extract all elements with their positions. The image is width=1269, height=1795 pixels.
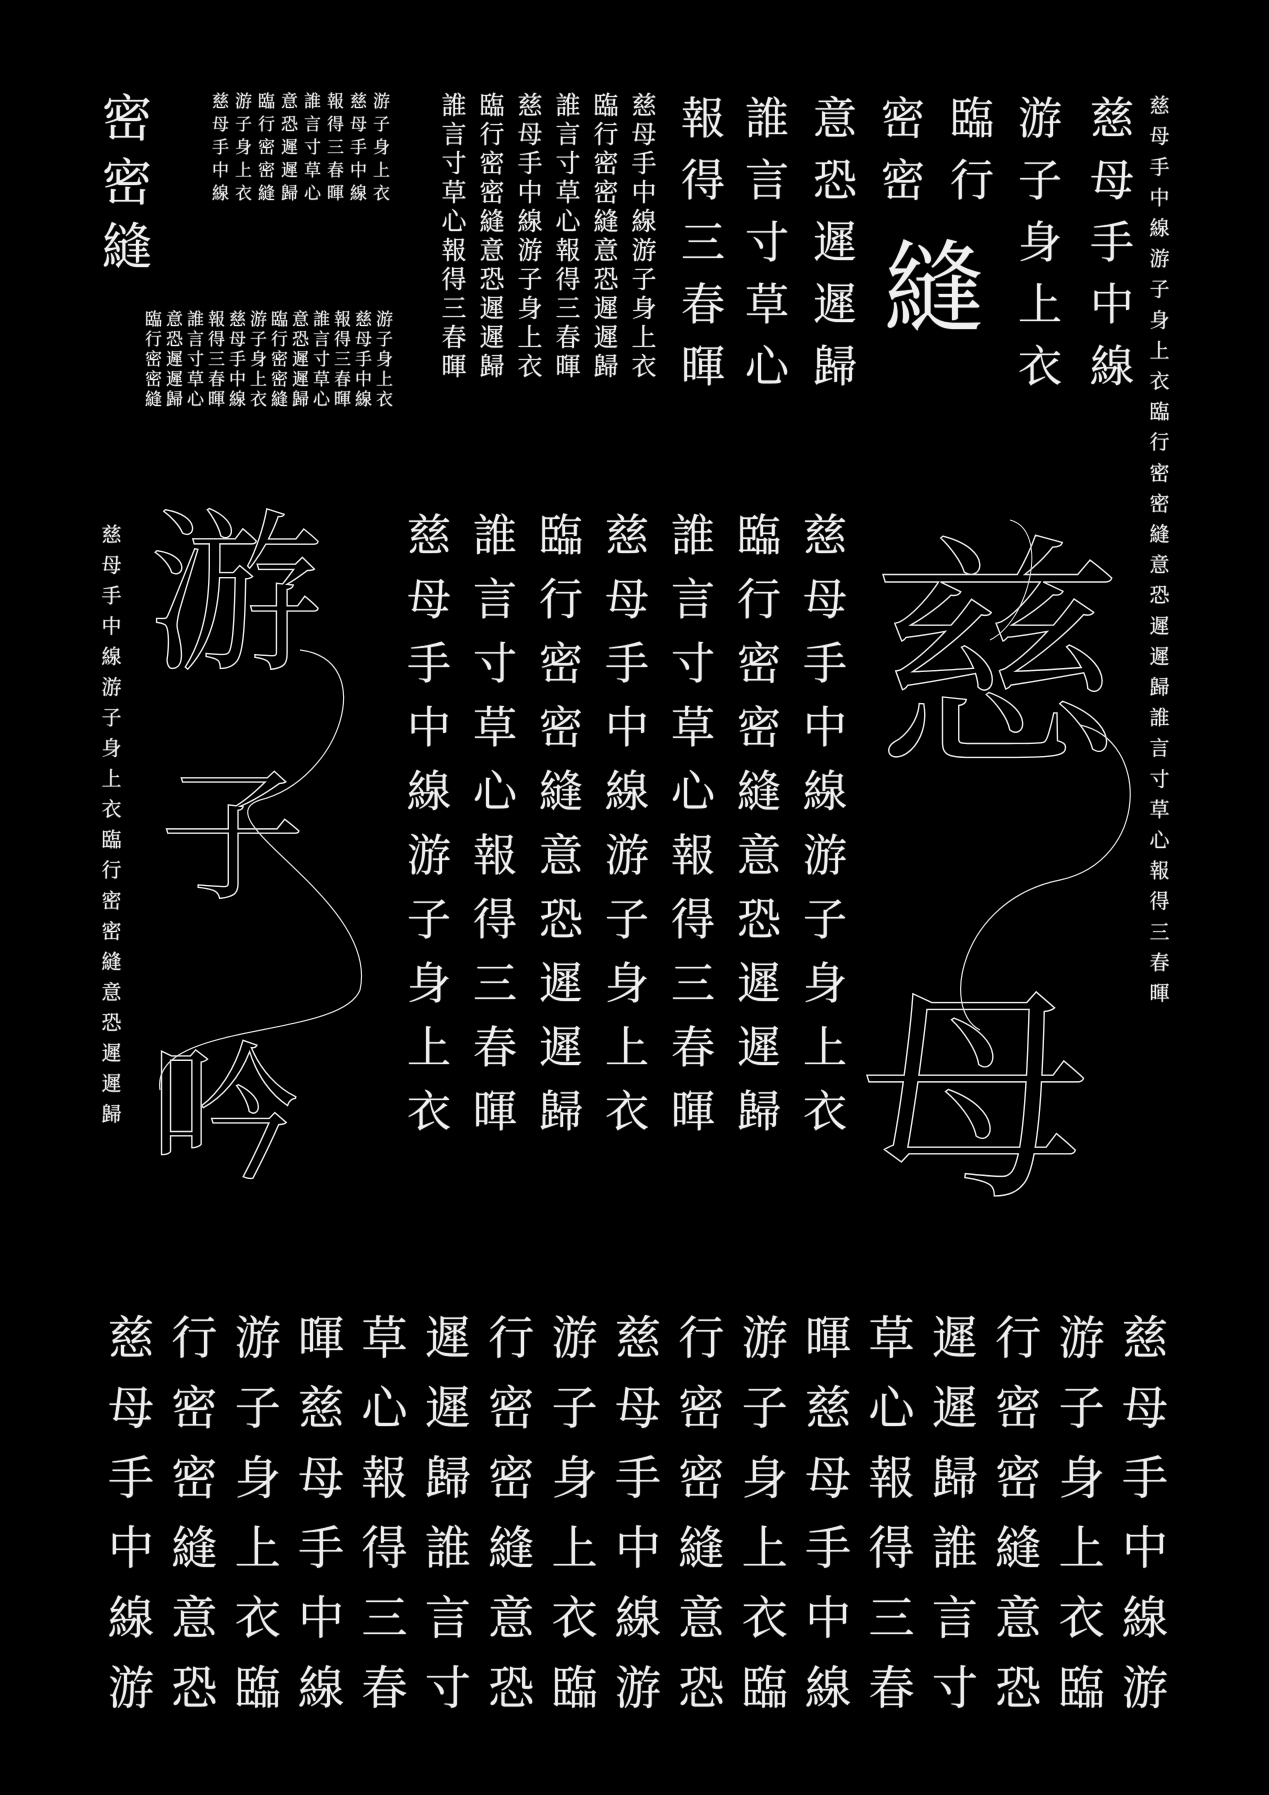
small-grid-col: 報得三春暉: [330, 310, 350, 410]
bottom-row-char: 母: [108, 1381, 154, 1435]
top-middle-col: 臨行密密縫意恐遲遲歸: [590, 92, 619, 382]
bottom-row-char: 子: [234, 1381, 281, 1435]
bottom-row-char: 游: [615, 1661, 661, 1715]
bottom-row-char: 暉: [805, 1311, 852, 1365]
bottom-row-char: 游: [551, 1311, 598, 1365]
right-big-char-ci: 慈: [872, 514, 1122, 805]
small-grid-col: 臨行密密縫: [141, 310, 161, 410]
center-grid-col: 慈母手中線游子身上衣: [795, 512, 846, 1152]
small-grid-col: 游子身上衣: [231, 92, 251, 207]
small-grid-col: 誰言寸草心: [300, 92, 320, 207]
bottom-row-char: 母: [298, 1451, 345, 1505]
bottom-row-char: 手: [805, 1521, 852, 1575]
bottom-row-char: 衣: [741, 1591, 788, 1645]
center-grid-col: 慈母手中線游子身上衣: [597, 512, 648, 1152]
bottom-row-char: 行: [995, 1311, 1042, 1365]
small-grid-col: 報得三春暉: [323, 92, 343, 207]
bottom-row-char: 言: [424, 1591, 471, 1645]
top-right-big-char: 縫: [867, 235, 984, 335]
bottom-row-char: 母: [615, 1381, 661, 1435]
bottom-row-char: 意: [995, 1591, 1042, 1645]
top-right-col-4: 密密: [873, 95, 924, 219]
bottom-row-char: 密: [678, 1451, 725, 1505]
bottom-row-char: 密: [995, 1451, 1042, 1505]
bottom-row-char: 心: [361, 1381, 408, 1435]
top-middle-col: 慈母手中線游子身上衣: [514, 92, 543, 382]
top-middle-col: 臨行密密縫意恐遲遲歸: [476, 92, 505, 382]
bottom-row-char: 手: [108, 1451, 154, 1505]
bottom-row-char: 密: [488, 1451, 535, 1505]
bottom-row-char: 密: [678, 1381, 725, 1435]
bottom-row-char: 歸: [931, 1451, 978, 1505]
small-grid-col: 意恐遲遲歸: [288, 310, 308, 410]
bottom-row-char: 子: [741, 1381, 788, 1435]
bottom-row-char: 中: [298, 1591, 345, 1645]
bottom-row: [108, 1311, 1168, 1365]
small-grid-col: 慈母手中線: [225, 310, 245, 410]
bottom-row-char: 遲: [424, 1311, 471, 1365]
bottom-row-char: 游: [1058, 1311, 1105, 1365]
small-grid-col: 臨行密密縫: [254, 92, 274, 207]
bottom-row-char: 心: [868, 1381, 915, 1435]
bottom-row-char: 恐: [488, 1661, 535, 1715]
top-right-col-1: 慈母手中線: [1082, 95, 1133, 405]
bottom-row-char: 行: [488, 1311, 535, 1365]
bottom-row-char: 草: [361, 1311, 408, 1365]
small-grid-col: 游子身上衣: [369, 92, 389, 207]
bottom-row-char: 中: [1122, 1521, 1168, 1575]
small-grid-col: 報得三春暉: [204, 310, 224, 410]
bottom-row-char: 游: [234, 1311, 281, 1365]
center-grid-col: 誰言寸草心報得三春暉: [465, 512, 516, 1152]
bottom-row-char: 衣: [551, 1591, 598, 1645]
bottom-row-char: 手: [298, 1521, 345, 1575]
bottom-row-char: 衣: [234, 1591, 281, 1645]
bottom-row-char: 縫: [995, 1521, 1042, 1575]
bottom-row-char: 上: [551, 1521, 598, 1575]
bottom-row-char: 母: [1122, 1381, 1168, 1435]
bottom-row-char: 報: [868, 1451, 915, 1505]
bottom-row-char: 縫: [488, 1521, 535, 1575]
left-big-char-yin: 吟: [150, 1028, 301, 1202]
bottom-row-char: 身: [234, 1451, 281, 1505]
bottom-row-char: 身: [551, 1451, 598, 1505]
bottom-row-char: 密: [171, 1451, 218, 1505]
center-grid-col: 誰言寸草心報得三春暉: [663, 512, 714, 1152]
bottom-row-char: 衣: [1058, 1591, 1105, 1645]
bottom-row-char: 寸: [931, 1661, 978, 1715]
top-left-big-column: 密密縫: [94, 92, 152, 284]
bottom-row-char: 言: [931, 1591, 978, 1645]
top-right-col-3: 臨行: [942, 95, 993, 219]
bottom-row-char: 子: [551, 1381, 598, 1435]
bottom-row-char: 手: [615, 1451, 661, 1505]
bottom-row-char: 春: [361, 1661, 408, 1715]
left-edge-column: 慈母手中線游子身上衣臨行密密縫意恐遲遲歸: [98, 524, 122, 1134]
bottom-row-char: 線: [298, 1661, 345, 1715]
small-grid-col: 意恐遲遲歸: [162, 310, 182, 410]
bottom-row-char: 中: [108, 1521, 154, 1575]
right-edge-column: 慈母手中線游子身上衣臨行密密縫意恐遲遲歸誰言寸草心報得三春暉: [1146, 95, 1170, 1013]
bottom-row-char: 慈: [298, 1381, 345, 1435]
bottom-row: [108, 1661, 1168, 1715]
bottom-row-char: 密: [995, 1381, 1042, 1435]
bottom-row: [108, 1591, 1168, 1645]
left-big-char-zi: 子: [160, 753, 305, 922]
bottom-row-char: 行: [171, 1311, 218, 1365]
bottom-row-char: 恐: [678, 1661, 725, 1715]
bottom-row-char: 線: [1122, 1591, 1168, 1645]
bottom-row-char: 臨: [741, 1661, 788, 1715]
bottom-row-char: 恐: [171, 1661, 218, 1715]
bottom-row-char: 密: [488, 1381, 535, 1435]
bottom-row-char: 誰: [424, 1521, 471, 1575]
bottom-row-char: 游: [1122, 1661, 1168, 1715]
small-grid-col: 慈母手中線: [346, 92, 366, 207]
bottom-row-char: 臨: [551, 1661, 598, 1715]
bottom-row-char: 暉: [298, 1311, 345, 1365]
bottom-row-char: 三: [868, 1591, 915, 1645]
bottom-row-char: 歸: [424, 1451, 471, 1505]
bottom-row-char: 密: [171, 1381, 218, 1435]
bottom-row-char: 游: [741, 1311, 788, 1365]
top-right-col-5: 意恐遲遲歸: [805, 95, 856, 405]
bottom-row: [108, 1451, 1168, 1505]
bottom-row-char: 游: [108, 1661, 154, 1715]
bottom-row-char: 子: [1058, 1381, 1105, 1435]
bottom-row-char: 得: [868, 1521, 915, 1575]
bottom-row-char: 寸: [424, 1661, 471, 1715]
top-right-col-2: 游子身上衣: [1010, 95, 1061, 405]
left-big-char-you: 游: [148, 494, 323, 697]
bottom-row-char: 慈: [615, 1311, 661, 1365]
bottom-row-char: 慈: [805, 1381, 852, 1435]
bottom-row-char: 臨: [234, 1661, 281, 1715]
bottom-row-char: 線: [805, 1661, 852, 1715]
bottom-row-char: 母: [805, 1451, 852, 1505]
small-grid-col: 誰言寸草心: [183, 310, 203, 410]
bottom-row-char: 慈: [108, 1311, 154, 1365]
top-middle-col: 誰言寸草心報得三春暉: [552, 92, 581, 382]
bottom-row-char: 上: [234, 1521, 281, 1575]
bottom-row-char: 身: [1058, 1451, 1105, 1505]
bottom-row-char: 遲: [424, 1381, 471, 1435]
bottom-row-char: 縫: [171, 1521, 218, 1575]
top-middle-col: 誰言寸草心報得三春暉: [438, 92, 467, 382]
bottom-row-char: 手: [1122, 1451, 1168, 1505]
bottom-row-char: 行: [678, 1311, 725, 1365]
center-grid-col: 臨行密密縫意恐遲遲歸: [531, 512, 582, 1152]
bottom-row-char: 上: [1058, 1521, 1105, 1575]
bottom-row: [108, 1381, 1168, 1435]
center-grid-col: 臨行密密縫意恐遲遲歸: [729, 512, 780, 1152]
small-grid-col: 臨行密密縫: [267, 310, 287, 410]
small-grid-col: 游子身上衣: [246, 310, 266, 410]
top-right-col-7: 報得三春暉: [673, 95, 724, 405]
bottom-row-char: 身: [741, 1451, 788, 1505]
bottom-row-char: 報: [361, 1451, 408, 1505]
small-grid-col: 誰言寸草心: [309, 310, 329, 410]
bottom-row-char: 意: [488, 1591, 535, 1645]
bottom-row-char: 線: [615, 1591, 661, 1645]
bottom-row-char: 臨: [1058, 1661, 1105, 1715]
right-big-char-mu: 母: [860, 966, 1091, 1233]
bottom-row-char: 三: [361, 1591, 408, 1645]
bottom-row-char: 縫: [678, 1521, 725, 1575]
top-right-col-6: 誰言寸草心: [737, 95, 788, 405]
bottom-row-char: 上: [741, 1521, 788, 1575]
center-grid-col: 慈母手中線游子身上衣: [399, 512, 450, 1152]
bottom-row: [108, 1521, 1168, 1575]
top-middle-col: 慈母手中線游子身上衣: [628, 92, 657, 382]
small-grid-col: 意恐遲遲歸: [277, 92, 297, 207]
bottom-row-char: 中: [615, 1521, 661, 1575]
small-grid-col: 慈母手中線: [208, 92, 228, 207]
small-grid-col: 慈母手中線: [351, 310, 371, 410]
small-grid-col: 游子身上衣: [372, 310, 392, 410]
bottom-row-char: 草: [868, 1311, 915, 1365]
bottom-row-char: 線: [108, 1591, 154, 1645]
bottom-row-char: 得: [361, 1521, 408, 1575]
bottom-row-char: 恐: [995, 1661, 1042, 1715]
bottom-row-char: 遲: [931, 1311, 978, 1365]
bottom-row-char: 中: [805, 1591, 852, 1645]
bottom-row-char: 誰: [931, 1521, 978, 1575]
bottom-row-char: 意: [171, 1591, 218, 1645]
bottom-row-char: 慈: [1122, 1311, 1168, 1365]
bottom-row-char: 意: [678, 1591, 725, 1645]
bottom-row-char: 春: [868, 1661, 915, 1715]
bottom-row-char: 遲: [931, 1381, 978, 1435]
